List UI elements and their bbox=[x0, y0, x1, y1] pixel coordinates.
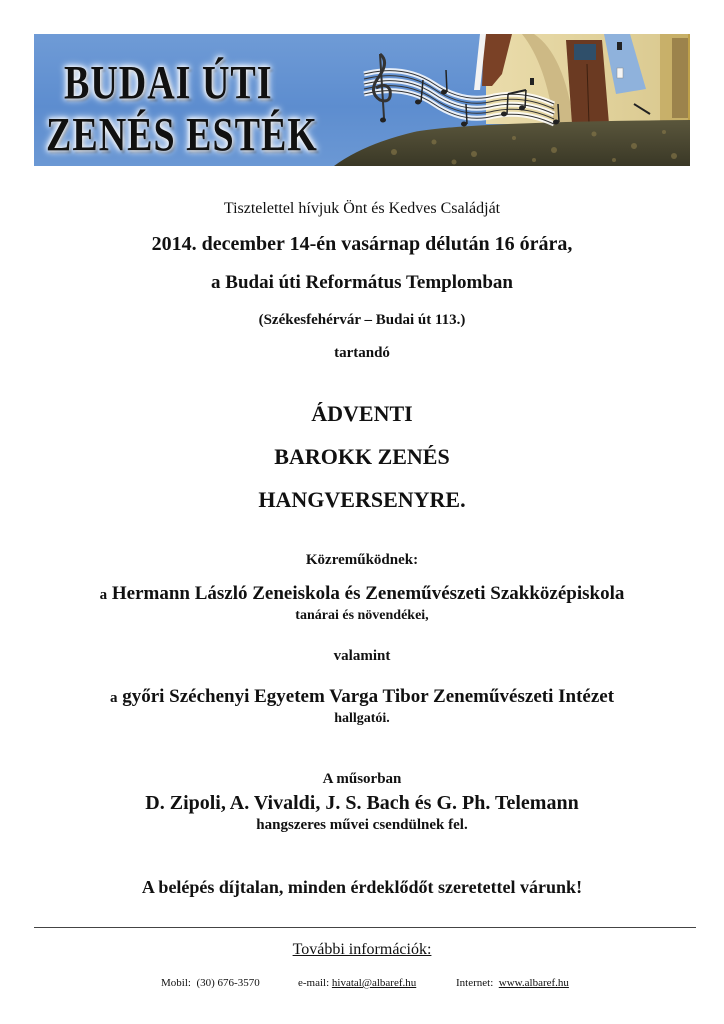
program-composers: D. Zipoli, A. Vivaldi, J. S. Bach és G. Ph. Telemann bbox=[145, 792, 579, 814]
performer-group2 bbox=[0, 686, 724, 708]
admission-note: A belépés díjtalan, minden érdeklődőt szeretettel várunk! bbox=[141, 877, 583, 897]
performer-group1-prefix: a bbox=[99, 587, 108, 603]
concert-title-line3: HANGVERSENYRE. bbox=[258, 487, 466, 512]
performer-group2-prefix: a bbox=[109, 690, 118, 706]
event-address: (Székesfehérvár – Budai út 113.) bbox=[258, 312, 466, 328]
event-venue: a Budai úti Református Templomban bbox=[211, 272, 513, 293]
mobile-label: Mobil: bbox=[161, 977, 191, 989]
internet-label: Internet: bbox=[456, 977, 494, 989]
program-heading: A műsorban bbox=[322, 771, 402, 787]
footer-divider bbox=[34, 927, 696, 928]
performers-heading: Közreműködnek: bbox=[305, 552, 419, 568]
held-label: tartandó bbox=[334, 345, 390, 361]
greeting: Tisztelettel hívjuk Önt és Kedves Családját bbox=[223, 200, 501, 217]
mobile-contact bbox=[161, 977, 260, 989]
performer-group1-suffix: tanárai és növendékei, bbox=[295, 608, 429, 623]
mobile-value: (30) 676-3570 bbox=[196, 977, 260, 989]
performer-group1 bbox=[0, 583, 724, 605]
conjunction: valamint bbox=[333, 648, 391, 664]
email-link[interactable]: hivatal@albaref.hu bbox=[331, 977, 417, 989]
program-description: hangszeres művei csendülnek fel. bbox=[256, 817, 468, 833]
website-link[interactable]: www.albaref.hu bbox=[498, 977, 569, 989]
header-banner bbox=[34, 34, 690, 166]
concert-title-line1: ÁDVENTI bbox=[311, 401, 413, 426]
performer-group1-name: Hermann László Zeneiskola és Zeneművészeti Szakközépiskola bbox=[111, 583, 625, 604]
performer-group2-name: győri Széchenyi Egyetem Varga Tibor Zeneművészeti Intézet bbox=[122, 686, 615, 707]
event-datetime: 2014. december 14-én vasárnap délután 16 órára, bbox=[151, 233, 573, 255]
more-info-heading: További információk: bbox=[292, 941, 432, 958]
performer-group2-suffix: hallgatói. bbox=[334, 711, 390, 726]
banner-title-line1: BUDAI ÚTI bbox=[64, 57, 273, 110]
email-label: e-mail: bbox=[298, 977, 330, 989]
email-contact bbox=[298, 977, 416, 989]
banner-title-line2: ZENÉS ESTÉK bbox=[46, 109, 318, 162]
concert-title-line2: BAROKK ZENÉS bbox=[274, 444, 450, 469]
internet-contact bbox=[456, 977, 569, 989]
